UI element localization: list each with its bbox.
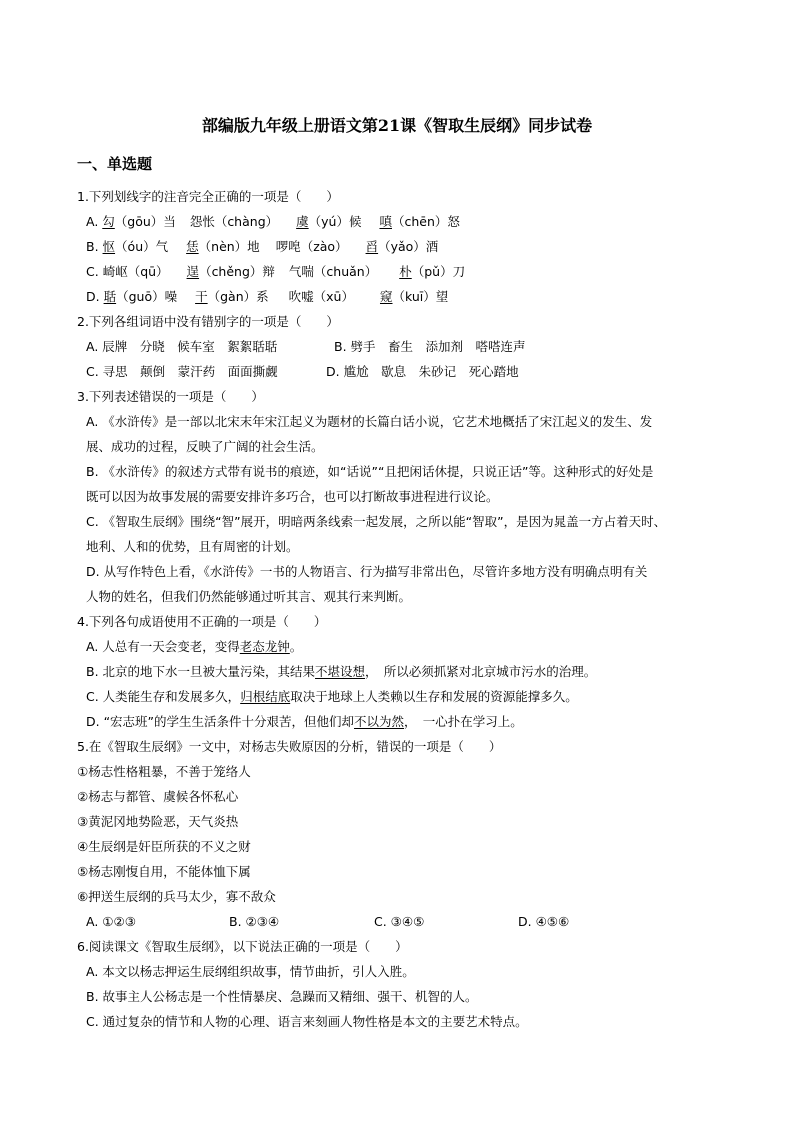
question-list — [77, 184, 727, 1034]
question-stem: 2.下列各组词语中没有错别字的一项是（ ） — [77, 314, 339, 329]
statement-item: ⑥押送生辰纲的兵马太少，寡不敌众 — [77, 889, 276, 904]
statement-item: ①杨志性格粗暴，不善于笼络人 — [77, 764, 251, 779]
option-text: ， 一心扑在学习上。 — [404, 714, 523, 729]
option-a-continued: 展、成功的过程，反映了广阔的社会生活。 — [86, 439, 324, 454]
option-a[interactable] — [77, 209, 727, 234]
option-b[interactable] — [77, 234, 727, 259]
statement-item: ④生辰纲是奸臣所获的不义之财 — [77, 839, 251, 854]
option-d[interactable]: D. 尴尬 歇息 朱砂记 死心踏地 — [326, 364, 519, 379]
option-a[interactable]: A. 辰牌 分晓 候车室 絮絮聒聒 — [86, 339, 278, 354]
option-c[interactable]: C. 寻思 颠倒 蒙汗药 面面撕觑 — [86, 364, 278, 379]
underlined-char: 逞 — [186, 264, 200, 279]
option-label: C. — [86, 264, 103, 279]
section-heading: 一、单选题 — [77, 155, 153, 173]
option-c[interactable] — [77, 259, 727, 284]
option-d-continued: 人物的姓名，但我们仍然能够通过听其言、观其行来判断。 — [86, 589, 412, 604]
reading: （chěng）辩 — [199, 264, 275, 279]
word: 崎岖（qū） — [102, 264, 169, 279]
reading: （kuī）望 — [392, 289, 449, 304]
option-b-continued: 既可以因为故事发展的需要安排许多巧合，也可以打断故事进程进行议论。 — [86, 489, 499, 504]
question-5 — [77, 734, 727, 934]
underlined-char: 聒 — [103, 289, 117, 304]
reading: （chēn）怒 — [391, 214, 460, 229]
option-c-continued: 地利、人和的优势，且有周密的计划。 — [86, 539, 299, 554]
statement-item: ③黄泥冈地势险恶，天气炎热 — [77, 814, 239, 829]
word: 气喘（chuǎn） — [288, 264, 378, 279]
reading: （yǎo）酒 — [378, 239, 439, 254]
option-text: ， 所以必须抓紧对北京城市污水的治理。 — [365, 664, 597, 679]
underlined-char: 朴 — [399, 264, 412, 279]
option-row — [77, 909, 727, 934]
reading: （pǔ）刀 — [411, 264, 466, 279]
option-text: B. 北京的地下水一旦被大量污染，其结果 — [86, 664, 316, 679]
question-3 — [77, 384, 727, 609]
option-b[interactable]: B. 劈手 畜生 添加剂 嗒嗒连声 — [334, 339, 526, 354]
page-title: 部编版九年级上册语文第21课《智取生辰纲》同步试卷 — [201, 116, 593, 135]
option-a[interactable]: A. 《水浒传》是一部以北宋末年宋江起义为题材的长篇白话小说，它艺术地概括了宋江起义的发生、发 — [86, 414, 653, 429]
underlined-char: 干 — [195, 289, 208, 304]
option-label: A. — [86, 214, 103, 229]
underlined-char: 舀 — [365, 239, 379, 254]
option-c[interactable]: C. 通过复杂的情节和人物的心理、语言来刻画人物性格是本文的主要艺术特点。 — [86, 1014, 528, 1029]
reading: （nèn）地 — [198, 239, 260, 254]
option-d[interactable]: D. 从写作特色上看，《水浒传》一书的人物语言、行为描写非常出色，尽管许多地方没有明确点明有关 — [86, 564, 648, 579]
option-d[interactable]: D. ④⑤⑥ — [518, 914, 570, 929]
underlined-idiom: 老态龙钟 — [239, 639, 290, 654]
underlined-char: 怄 — [102, 239, 116, 254]
underlined-char: 勾 — [102, 214, 115, 229]
option-c[interactable]: C. ③④⑤ — [374, 914, 425, 929]
option-label: B. — [86, 239, 103, 254]
statement-item: ⑤杨志刚愎自用，不能体恤下属 — [77, 864, 251, 879]
question-stem: 6.阅读课文《智取生辰纲》，以下说法正确的一项是（ ） — [77, 939, 408, 954]
reading: （gōu）当 — [114, 214, 176, 229]
option-b[interactable]: B. 《水浒传》的叙述方式带有说书的痕迹，如“话说”“且把闲话休提，只说正话”等。这种形式的好处是 — [86, 464, 654, 479]
underlined-idiom: 不以为然 — [354, 714, 405, 729]
option-c[interactable]: C. 《智取生辰纲》围绕“智”展开，明暗两条线索一起发展，之所以能“智取”，是因为晁盖一方占着天时、 — [86, 514, 667, 529]
option-text: C. 人类能生存和发展多久， — [86, 689, 241, 704]
underlined-idiom: 不堪设想 — [315, 664, 366, 679]
underlined-char: 虞 — [296, 214, 309, 229]
question-2 — [77, 309, 727, 384]
word: 吹嘘（xū） — [288, 289, 354, 304]
word: 怨怅（chàng） — [189, 214, 279, 229]
option-b[interactable]: B. ②③④ — [229, 914, 280, 929]
question-4 — [77, 609, 727, 734]
underlined-char: 嗔 — [379, 214, 392, 229]
option-d[interactable] — [77, 709, 727, 734]
question-stem: 1.下列划线字的注音完全正确的一项是（ ） — [77, 189, 339, 204]
underlined-char: 窥 — [379, 289, 393, 304]
option-label: D. — [86, 289, 104, 304]
option-a[interactable]: A. 本文以杨志押运生辰纲组织故事，情节曲折，引人入胜。 — [86, 964, 415, 979]
option-a[interactable] — [77, 634, 727, 659]
question-stem: 3.下列表述错误的一项是（ ） — [77, 389, 264, 404]
option-text: D. “宏志班”的学生生活条件十分艰苦，但他们却 — [86, 714, 355, 729]
option-text: 取决于地球上人类赖以生存和发展的资源能撑多久。 — [290, 689, 578, 704]
question-6 — [77, 934, 727, 1034]
option-text: A. 人总有一天会变老，变得 — [86, 639, 240, 654]
question-stem: 4.下列各句成语使用不正确的一项是（ ） — [77, 614, 327, 629]
option-d[interactable] — [77, 284, 727, 309]
reading: （guō）噪 — [116, 289, 178, 304]
option-a[interactable]: A. ①②③ — [86, 914, 136, 929]
word: 啰唣（zào） — [275, 239, 348, 254]
reading: （óu）气 — [115, 239, 169, 254]
option-row — [77, 359, 727, 384]
reading: （gàn）系 — [207, 289, 269, 304]
question-1 — [77, 184, 727, 309]
option-c[interactable] — [77, 684, 727, 709]
option-b[interactable]: B. 故事主人公杨志是一个性情暴戾、急躁而又精细、强干、机智的人。 — [86, 989, 478, 1004]
reading: （yú）候 — [308, 214, 362, 229]
option-text: 。 — [289, 639, 303, 654]
option-b[interactable] — [77, 659, 727, 684]
question-stem: 5.在《智取生辰纲》一文中，对杨志失败原因的分析，错误的一项是（ ） — [77, 739, 502, 754]
statement-item: ②杨志与都管、虞候各怀私心 — [77, 789, 239, 804]
option-row — [77, 334, 727, 359]
underlined-char: 恁 — [186, 239, 199, 254]
underlined-idiom: 归根结底 — [240, 689, 291, 704]
